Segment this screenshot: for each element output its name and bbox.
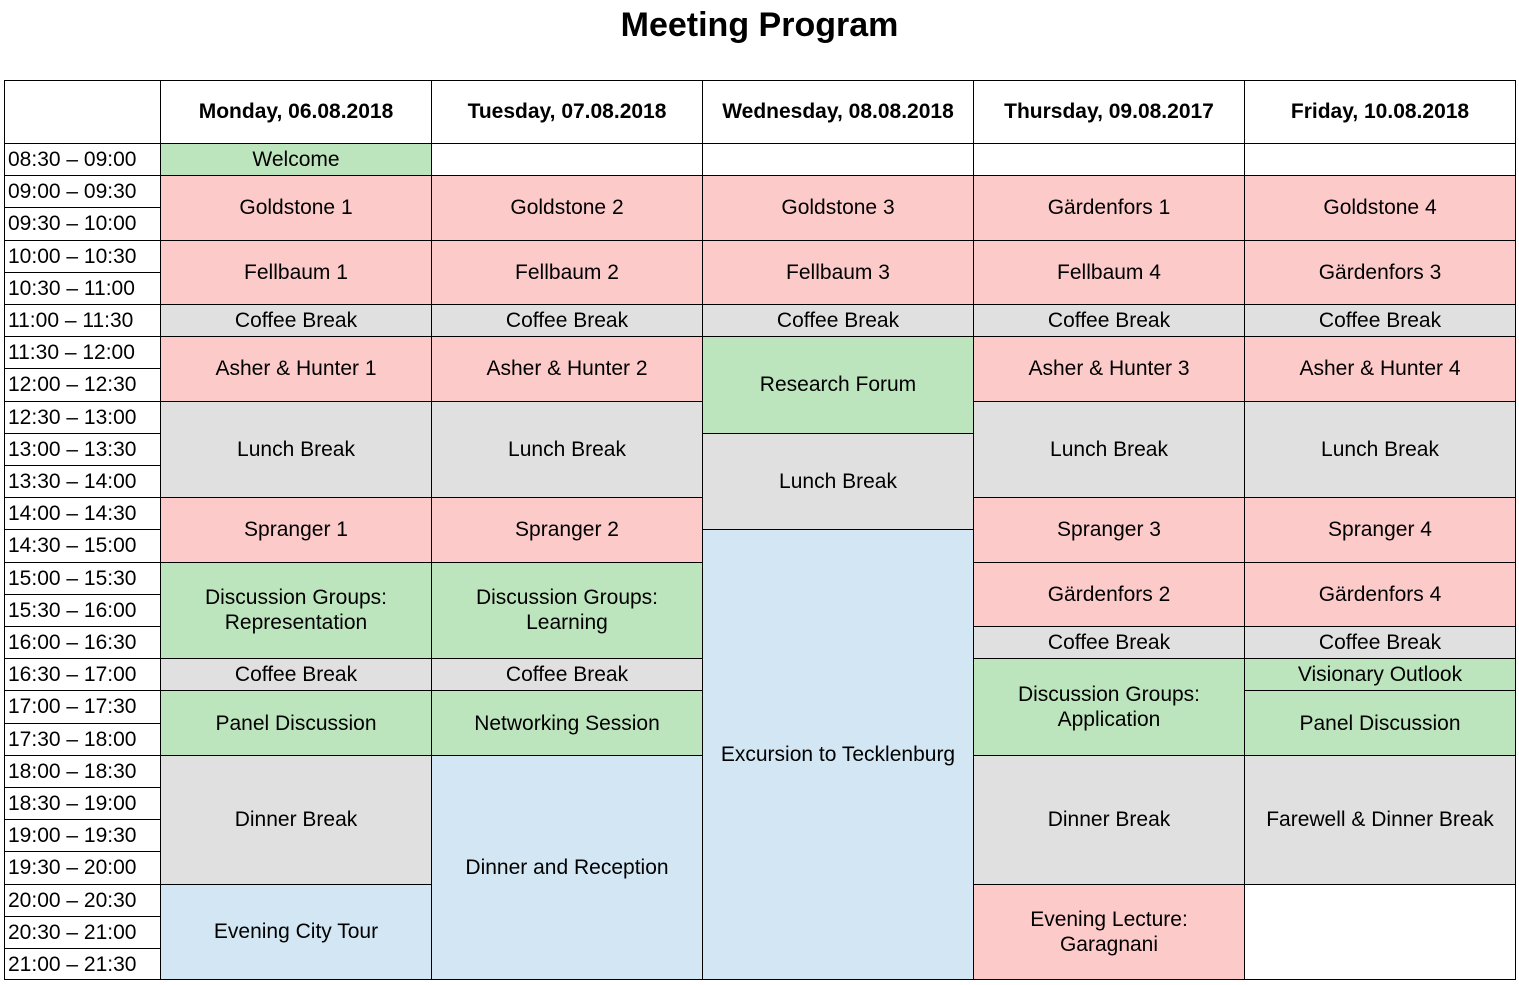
time-slot-label: 17:00 – 17:30 (4, 691, 161, 723)
time-slot-label: 09:00 – 09:30 (4, 176, 161, 208)
time-slot-label: 19:00 – 19:30 (4, 820, 161, 852)
schedule-table (4, 80, 1516, 980)
empty-cell (1245, 144, 1516, 176)
empty-cell (1245, 885, 1516, 980)
time-slot-label: 14:30 – 15:00 (4, 530, 161, 562)
event-goldstone-2: Goldstone 2 (432, 176, 703, 240)
event-dinner-and-reception: Dinner and Reception (432, 756, 703, 980)
event-coffee-break: Coffee Break (974, 627, 1245, 659)
time-slot-label: 13:30 – 14:00 (4, 466, 161, 498)
event-lunch-break: Lunch Break (161, 402, 432, 499)
event-visionary-outlook: Visionary Outlook (1245, 659, 1516, 691)
time-slot-label: 15:00 – 15:30 (4, 563, 161, 595)
event-dinner-break: Dinner Break (974, 756, 1245, 885)
event-coffee-break: Coffee Break (432, 659, 703, 691)
time-slot-label: 13:00 – 13:30 (4, 434, 161, 466)
event-lunch-break: Lunch Break (974, 402, 1245, 499)
time-slot-label: 18:00 – 18:30 (4, 756, 161, 788)
time-slot-label: 16:30 – 17:00 (4, 659, 161, 691)
event-asher-hunter-2: Asher & Hunter 2 (432, 337, 703, 401)
time-slot-label: 17:30 – 18:00 (4, 724, 161, 756)
event-fellbaum-2: Fellbaum 2 (432, 241, 703, 305)
event-coffee-break: Coffee Break (161, 659, 432, 691)
time-slot-label: 20:30 – 21:00 (4, 917, 161, 949)
event-farewell-dinner-break: Farewell & Dinner Break (1245, 756, 1516, 885)
event-evening-city-tour: Evening City Tour (161, 885, 432, 980)
event-panel-discussion: Panel Discussion (161, 691, 432, 755)
empty-cell (703, 144, 974, 176)
event-g-rdenfors-4: Gärdenfors 4 (1245, 563, 1516, 627)
day-header: Wednesday, 08.08.2018 (703, 80, 974, 144)
day-header: Tuesday, 07.08.2018 (432, 80, 703, 144)
event-discussion-groups-representation: Discussion Groups: Representation (161, 563, 432, 660)
event-coffee-break: Coffee Break (161, 305, 432, 337)
event-lunch-break: Lunch Break (432, 402, 703, 499)
event-g-rdenfors-3: Gärdenfors 3 (1245, 241, 1516, 305)
time-slot-label: 10:00 – 10:30 (4, 241, 161, 273)
empty-cell (432, 144, 703, 176)
time-slot-label: 10:30 – 11:00 (4, 273, 161, 305)
event-excursion-to-tecklenburg: Excursion to Tecklenburg (703, 530, 974, 980)
page-title: Meeting Program (620, 6, 899, 44)
event-discussion-groups-learning: Discussion Groups: Learning (432, 563, 703, 660)
time-slot-label: 18:30 – 19:00 (4, 788, 161, 820)
event-panel-discussion: Panel Discussion (1245, 691, 1516, 755)
time-slot-label: 15:30 – 16:00 (4, 595, 161, 627)
event-evening-lecture-garagnani: Evening Lecture: Garagnani (974, 885, 1245, 980)
event-coffee-break: Coffee Break (703, 305, 974, 337)
event-goldstone-4: Goldstone 4 (1245, 176, 1516, 240)
time-slot-label: 11:30 – 12:00 (4, 337, 161, 369)
time-slot-label: 19:30 – 20:00 (4, 852, 161, 884)
event-spranger-3: Spranger 3 (974, 498, 1245, 562)
time-slot-label: 21:00 – 21:30 (4, 949, 161, 980)
time-slot-label: 14:00 – 14:30 (4, 498, 161, 530)
day-header: Friday, 10.08.2018 (1245, 80, 1516, 144)
day-header: Monday, 06.08.2018 (161, 80, 432, 144)
event-welcome: Welcome (161, 144, 432, 176)
event-g-rdenfors-1: Gärdenfors 1 (974, 176, 1245, 240)
event-fellbaum-3: Fellbaum 3 (703, 241, 974, 305)
event-research-forum: Research Forum (703, 337, 974, 434)
event-fellbaum-1: Fellbaum 1 (161, 241, 432, 305)
time-slot-label: 12:30 – 13:00 (4, 402, 161, 434)
event-coffee-break: Coffee Break (974, 305, 1245, 337)
event-spranger-1: Spranger 1 (161, 498, 432, 562)
empty-cell (974, 144, 1245, 176)
time-slot-label: 09:30 – 10:00 (4, 208, 161, 240)
header-corner-cell (4, 80, 161, 144)
event-coffee-break: Coffee Break (432, 305, 703, 337)
event-lunch-break: Lunch Break (1245, 402, 1516, 499)
event-networking-session: Networking Session (432, 691, 703, 755)
event-discussion-groups-application: Discussion Groups: Application (974, 659, 1245, 756)
time-slot-label: 08:30 – 09:00 (4, 144, 161, 176)
event-fellbaum-4: Fellbaum 4 (974, 241, 1245, 305)
event-lunch-break: Lunch Break (703, 434, 974, 531)
time-slot-label: 16:00 – 16:30 (4, 627, 161, 659)
event-spranger-4: Spranger 4 (1245, 498, 1516, 562)
event-asher-hunter-1: Asher & Hunter 1 (161, 337, 432, 401)
time-slot-label: 11:00 – 11:30 (4, 305, 161, 337)
time-slot-label: 12:00 – 12:30 (4, 369, 161, 401)
time-slot-label: 20:00 – 20:30 (4, 885, 161, 917)
event-spranger-2: Spranger 2 (432, 498, 703, 562)
day-header: Thursday, 09.08.2017 (974, 80, 1245, 144)
event-coffee-break: Coffee Break (1245, 627, 1516, 659)
event-dinner-break: Dinner Break (161, 756, 432, 885)
event-asher-hunter-4: Asher & Hunter 4 (1245, 337, 1516, 401)
event-goldstone-1: Goldstone 1 (161, 176, 432, 240)
event-asher-hunter-3: Asher & Hunter 3 (974, 337, 1245, 401)
event-goldstone-3: Goldstone 3 (703, 176, 974, 240)
event-g-rdenfors-2: Gärdenfors 2 (974, 563, 1245, 627)
event-coffee-break: Coffee Break (1245, 305, 1516, 337)
